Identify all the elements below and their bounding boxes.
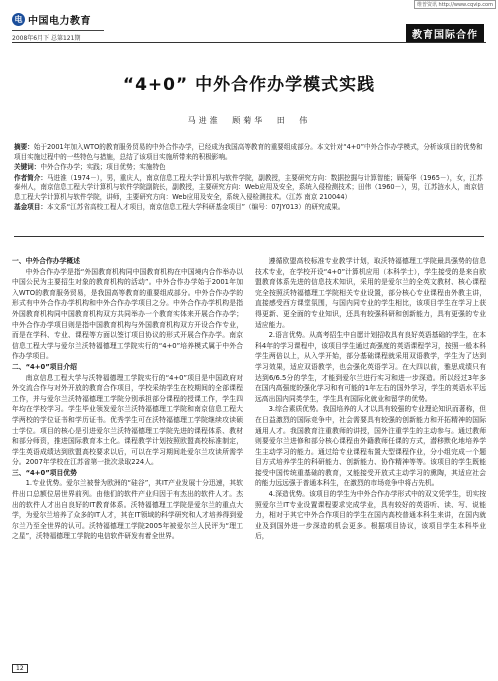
body-column-right [255,256,486,658]
section-heading: 三、“4+0”项目优势 [12,468,77,477]
issue-line: 2008年6月下 总第121期 [12,30,104,42]
body-column-left [12,256,243,658]
article-authors: 马进淮 顾菊华 田 伟 [187,116,311,125]
fund-label: 基金项目： [14,203,47,211]
journal-logo-row [12,12,104,27]
abstract-block [14,143,484,214]
header-rule [12,42,486,43]
abstract-summary [14,143,484,162]
body-columns [12,256,486,658]
fund-info [14,203,484,213]
body-paragraph: 遵循欧盟高校标准专业教学计划，取沃特福德理工学院最具强势的信息技术专业，在学校开设“4+0”计算机应用（本科学士），学生接受的是来自欧盟教育体系先进的信息技术知识，采用的是爱尔兰的全英文教材、核心课程完全按照沃特福德理工学院相关专业设置，部分核心专业课程由外教主讲，直接感受西方课堂氛围，与国内同专业的学生相比，该项目学生在学习上获得更新、更全面的专业知识，还具有较强科研和创新能力，具有更强的专业适应能力。 [255,257,486,329]
body-paragraph: 3.综合素质优势。我国培养的人才以具有较强的专业理论知识而著称，但在日益激烈的国际竞争中，社会需要具有较强的创新能力和开拓精神的国际通用人才。我国教育注重教师的讲授，国外注重学生的主动参与。通过教师则要爱尔兰进修和部分核心课程由外籍教师任课的方式，潜移默化地培养学生主动学习的能力。通过给专业课程布置大型课程作业，分小组完成一个题目方式培养学生的科研能力、创新能力、协作精神等等。该项目的学生既能接受中国传统重基础的教育，又能接受开放式主动学习的熏陶，其适应社会的能力远远强于普通本科生，在激烈的市场竞争中将占先机。 [255,405,486,488]
author-bio-label: 作者简介： [14,173,47,182]
abstract-text: 始于2001年加入WTO的教育服务贸易的中外合作办学，已经成为我国高等教育的重要组成部分。本文针对“4+0”中外合作办学模式，分析该项目的优势和项目实施过程中的一些特色与措施，总结了该项目实施所带来的积极影响。 [14,143,483,161]
body-paragraph: 南京信息工程大学与沃特福德理工学院实行的“4+0”项目是中国政府对外交流合作与对外开放的教育合作项目，学校采纳学生在校期间的全部课程工作，并与爱尔兰沃特福德理工学院分别承担部分课程的授课工作，学生四年均在学校学习。学生毕业领发爱尔兰沃特福德理工学院和南京信息工程大学两校的学位证书和学历证书。优秀学生可在沃特福德理工学院继续攻读硕士学位。项目的核心是引进爱尔兰沃特福德理工学院先进的课程体系、教材和部分师资，推进国际教育本土化。课程教学计划按照欧盟高校标准制定，学生英语成绩达到欧盟高校要求以后，可以在学习期间赴爱尔兰攻读所需学分。2007年学校在江苏省第一批次录取224人。 [12,373,243,467]
body-paragraph: 4.深造优势。该项目的学生为中外合作办学形式中的双文凭学生，切实按照爱尔兰IT专业设置课程要求完成学业，具有较好的英语听、读、写、说能力，相对于其它中外合作项目的学生在国内高校普通本科生来讲，在国内就业及到国外进一步深造的机会更多。根据项目协议，该项目学生本科毕业后， [255,490,486,541]
keywords [14,163,484,173]
abstract-label: 摘要： [14,143,34,151]
article-title: “4+0” 中外合作办学模式实践 [122,75,376,95]
author-bio-text: 马进淮（1974－），男，重庆人，南京信息工程大学计算机与软件学院，副教授，主要研究方向：数据挖掘与计算智能；顾菊华（1965－），女，江苏泰州人，南京信息工程大学计算机与软件学院副院长，副教授，主要研究方向：Web应用及安全，系统入侵检测技术；田伟（1960－），男，江苏涟水人，南京信息工程大学计算机与软件学院，讲师，主要研究方向：Web应用及安全，系统入侵检测技术。（江苏 南京 210044） [14,173,484,201]
journal-logo-icon: 电 [12,13,25,26]
keywords-text: 中外合作办学；实践；项目优势；实施特色 [40,163,166,171]
journal-name: 中国电力教育 [28,16,91,27]
author-bio [14,174,484,203]
body-paragraph: 1.专业优势。爱尔兰被誉为欧洲的“硅谷”，其IT产业发展十分迅速，其软件出口总额位居世界前列。由他们的软件产业归因于有杰出的软件人才。杰出的软件人才出自良好的IT教育体系。沃特福德理工学院是爱尔兰的重点大学，为爱尔兰培养了众多的IT人才，其在IT领域的科学研究和人才培养得到爱尔兰乃至全世界的认可。沃特福德理工学院2005年被爱尔兰人民评为“理工之星”，沃特福德理工学院的电信软件研发有着全世界。 [12,479,243,541]
section-heading: 一、中外合作办学概述 [12,257,80,265]
body-paragraph: 中外合作办学是指“外国教育机构同中国教育机构在中国境内合作举办以中国公民为主要招生对象的教育机构的活动”。中外合作办学始于2001年加入WTO的教育服务贸易，是我国高等教育的重要组成部分。中外合作办学的形式有中外合作办学机构和中外合作办学项目之分。中外合作办学机构是指外国教育机构同中国教育机构双方共同举办一个教育实体来开展合作办学；中外合作办学项目则是指中国教育机构与外国教育机构双方开设合作专业，而是在学科、专业、课程等方面以签订项目协议的形式开展合作办学。南京信息工程大学与爱尔兰沃特福德理工学院实行的“4+0”培养模式属于中外合作办学项目。 [12,267,243,361]
keywords-label: 关键词： [14,163,41,171]
section-badge: 教育国际合作 [406,24,484,43]
fund-text: 本文系“江苏省高校工程人才项目，南京信息工程大学科研基金项目”（编号：07JY013）的研究成果。 [46,203,345,211]
journal-header [12,12,104,42]
abstract-rule [14,236,484,237]
section-heading: 二、“4+0”项目介绍 [12,362,77,371]
page-number: 12 [12,664,28,673]
watermark: 维普资讯 http://www.cqvip.com [414,0,496,9]
body-paragraph: 2.语言优势。从高考招生中自愿计划招收具有良好英语基础的学生，在本科4年的学习课程中，该项目学生通过高强度的英语课程学习，按照一般本科学生两倍以上，从入学开始，部分基础课程就采用双语教学，学生为了达到学习效果，适应双语教学，也会强化英语学习。在大四以前，雅思成绩只有达到6/6.5分的学生，才能到爱尔兰进行实习和进一步深造。所以经过3年多在国内高强度的强化学习和有可能的1年左右的国外学习，学生的英语水平远远高出国内同类学生，学生具有国际化就业和留学的优势。 [255,331,486,403]
